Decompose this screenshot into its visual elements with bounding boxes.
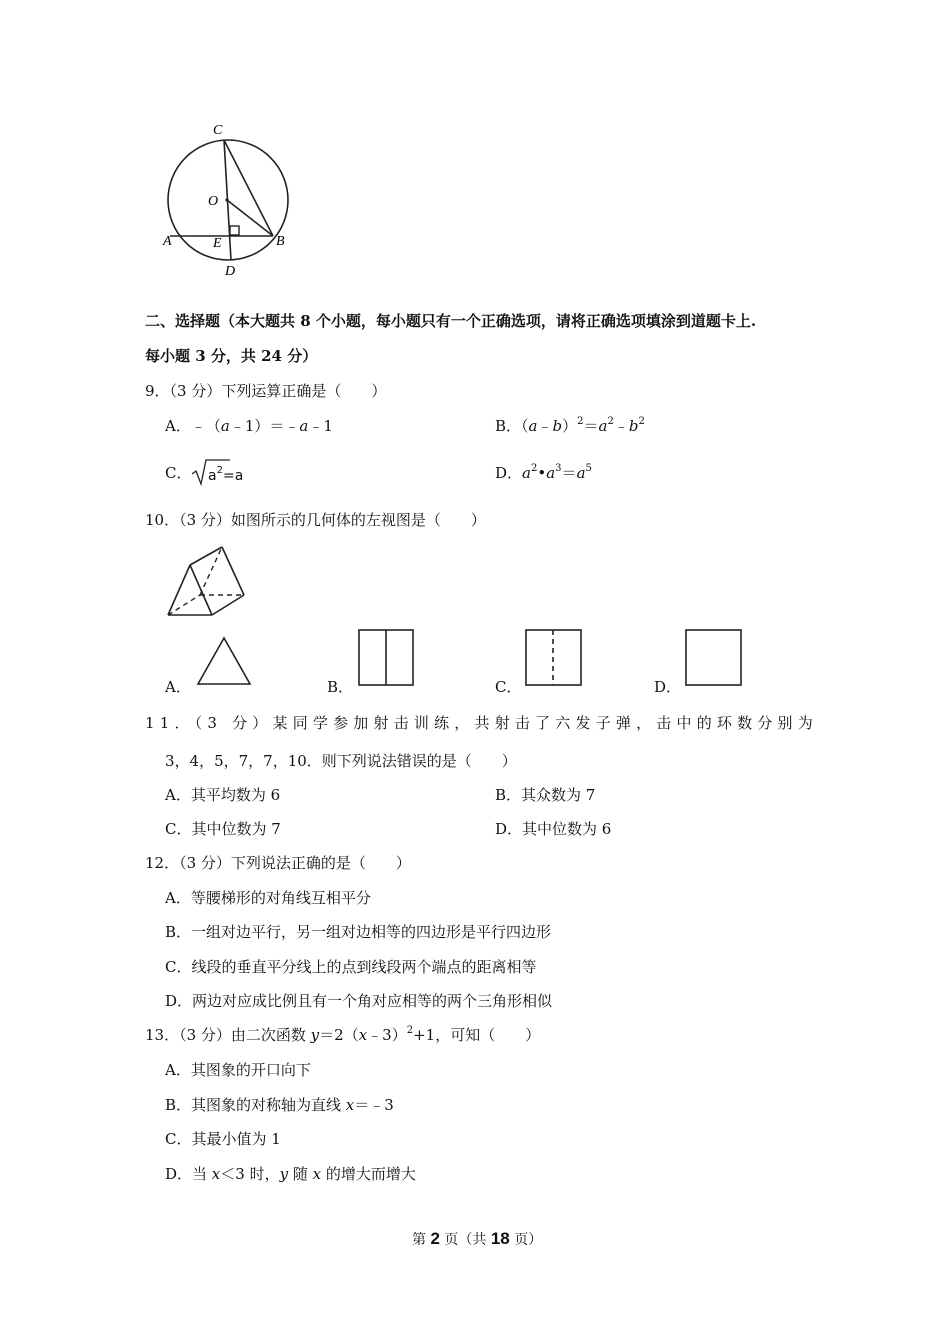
line-ob — [227, 200, 273, 236]
line-cb — [224, 140, 273, 236]
q9-option-a: A．﹣（a﹣1）＝﹣a﹣1 — [165, 417, 333, 435]
q13-option-a: A．其图象的开口向下 — [165, 1061, 311, 1079]
q11-stem-line1: 11．（3 分）某同学参加射击训练，共射击了六发子弹，击中的环数分别为 — [145, 714, 818, 732]
q11-option-a: A．其平均数为 6 — [165, 786, 281, 804]
q12-option-d: D．两边对应成比例且有一个角对应相等的两个三角形相似 — [165, 992, 553, 1010]
page-footer: 第 2 页（共 18 页） — [412, 1229, 543, 1248]
section-heading-line1: 二、选择题（本大题共 8 个小题，每小题只有一个正确选项，请将正确选项填涂到道题卡上. — [145, 312, 757, 330]
q12-option-a: A．等腰梯形的对角线互相平分 — [165, 889, 371, 907]
q10-option-c-label: C． — [495, 678, 522, 696]
q11-option-b: B．其众数为 7 — [495, 786, 596, 804]
q11-option-c: C．其中位数为 7 — [165, 820, 281, 838]
q13-option-d: D．当 x＜3 时，y 随 x 的增大而增大 — [165, 1165, 416, 1183]
q10-stem: 10．（3 分）如图所示的几何体的左视图是（ ） — [145, 511, 486, 529]
label-o: O — [208, 194, 219, 209]
q12-option-c: C．线段的垂直平分线上的点到线段两个端点的距离相等 — [165, 958, 537, 976]
q11-option-d: D．其中位数为 6 — [495, 820, 612, 838]
q9-c-radicand: $a^2=a$ — [208, 465, 244, 484]
q10-option-d-square — [685, 629, 743, 687]
q10-option-c-rect — [525, 629, 583, 687]
q9-stem: 9．（3 分）下列运算正确是（ ） — [145, 382, 387, 400]
circle-figure — [160, 118, 300, 283]
q10-option-b-label: B． — [327, 678, 354, 696]
q12-stem: 12．（3 分）下列说法正确的是（ ） — [145, 854, 411, 872]
q11-stem-line2: 3，4，5，7，7，10．则下列说法错误的是（ ） — [165, 752, 517, 770]
q13-option-b: B．其图象的对称轴为直线 x＝﹣3 — [165, 1096, 394, 1114]
label-e: E — [213, 236, 222, 251]
label-d: D — [225, 264, 236, 279]
label-b: B — [276, 234, 285, 249]
section-heading-line2: 每小题 3 分，共 24 分） — [145, 347, 318, 365]
q10-option-a-label: A． — [165, 678, 191, 696]
label-c: C — [213, 123, 223, 138]
q9-option-d: D．$a^2•a^3=a^5$ — [495, 463, 592, 482]
q13-option-c: C．其最小值为 1 — [165, 1130, 281, 1148]
q9-option-b: B．$(a﹣b)^2=a^2﹣b^2$ — [495, 416, 645, 435]
q10-option-d-label: D． — [654, 678, 682, 696]
q12-option-b: B．一组对边平行，另一组对边相等的四边形是平行四边形 — [165, 923, 552, 941]
label-a: A — [163, 234, 172, 249]
q13-stem: 13．（3 分）由二次函数 y＝2（x﹣3）$^2$+1，可知（ ） — [145, 1025, 541, 1044]
right-angle-mark — [230, 226, 239, 235]
q10-option-a-triangle — [196, 636, 252, 686]
q10-option-b-rect — [358, 629, 414, 687]
center-point — [225, 198, 228, 201]
q9-option-c: C． — [165, 464, 192, 482]
q10-prism-figure — [160, 540, 250, 620]
